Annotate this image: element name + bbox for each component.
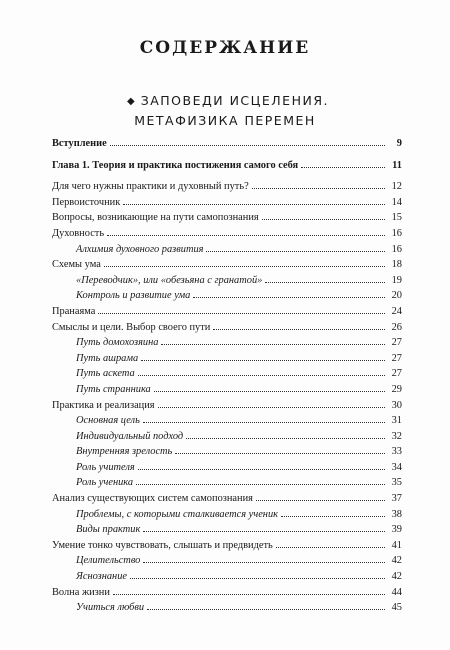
toc-entry-page-number: 27: [391, 368, 402, 380]
toc-entry-title: Путь ашрама: [76, 352, 139, 364]
toc-entry-title: Индивидуальный подход: [76, 430, 184, 442]
dot-leader: [175, 453, 385, 454]
toc-entry-page-number: 41: [391, 539, 402, 551]
dot-leader: [143, 531, 385, 532]
dot-leader: [141, 360, 385, 361]
dot-leader: [104, 266, 385, 267]
dot-leader: [301, 167, 385, 168]
toc-entry-title: Путь аскета: [76, 368, 135, 380]
toc-entry-title: Путь домохозяина: [76, 337, 159, 349]
toc-entry: [52, 587, 402, 603]
toc-entry-title: Для чего нужны практики и духовный путь?: [52, 181, 249, 193]
toc-entry-title: Духовность: [52, 227, 105, 239]
toc-entry: [52, 384, 402, 400]
toc-entry-page-number: 42: [391, 555, 402, 567]
table-of-contents: [52, 138, 402, 618]
toc-entry: [52, 524, 402, 540]
ornament-left-icon: ◆: [127, 96, 135, 107]
toc-entry: [52, 446, 402, 462]
toc-entry-title: Волна жизни: [52, 586, 110, 598]
toc-entry: [52, 259, 402, 275]
toc-entry: [52, 509, 402, 525]
toc-entry-title: Виды практик: [76, 524, 141, 536]
toc-entry: [52, 181, 402, 197]
toc-entry-page-number: 45: [391, 602, 402, 614]
book-title-line-1-text: ЗАПОВЕДИ ИСЦЕЛЕНИЯ.: [140, 93, 329, 108]
dot-leader: [256, 500, 385, 501]
dot-leader: [130, 578, 385, 579]
toc-entry-title: Вступление: [52, 138, 107, 149]
toc-entry-page-number: 31: [391, 415, 402, 427]
book-title: [0, 92, 450, 130]
toc-entry-page-number: 11: [392, 159, 402, 171]
toc-entry-title: Умение тонко чувствовать, слышать и предвидеть: [52, 539, 273, 551]
dot-leader: [265, 282, 385, 283]
toc-entry: [52, 477, 402, 493]
dot-leader: [98, 313, 385, 314]
toc-entry-page-number: 27: [391, 352, 402, 364]
toc-entry: [52, 306, 402, 322]
toc-entry: [52, 602, 402, 618]
toc-entry-title: Путь странника: [76, 383, 151, 395]
toc-entry-page-number: 9: [396, 138, 402, 149]
dot-leader: [107, 235, 385, 236]
toc-entry-title: Глава 1. Теория и практика постижения самого себя: [52, 159, 299, 171]
dot-leader: [123, 204, 385, 205]
toc-entry-title: Проблемы, с которыми сталкивается ученик: [76, 508, 279, 520]
dot-leader: [158, 407, 385, 408]
toc-entry-title: Алхимия духовного развития: [76, 243, 204, 255]
dot-leader: [213, 329, 385, 330]
toc-entry: [52, 275, 402, 291]
toc-entry-title: Учиться любви: [76, 602, 145, 614]
toc-entry-page-number: 16: [391, 243, 402, 255]
toc-entry-page-number: 26: [391, 321, 402, 333]
toc-entry-title: Анализ существующих систем самопознания: [52, 493, 253, 505]
toc-entry-page-number: 16: [391, 227, 402, 239]
toc-entry: [52, 197, 402, 213]
toc-entry: [52, 244, 402, 260]
toc-entry-page-number: 34: [391, 461, 402, 473]
toc-entry: [52, 368, 402, 384]
toc-entry-page-number: 37: [391, 493, 402, 505]
toc-entry: [52, 228, 402, 244]
toc-entry-title: Контроль и развитие ума: [76, 290, 191, 302]
toc-entry-page-number: 29: [391, 383, 402, 395]
toc-entry-page-number: 33: [391, 446, 402, 458]
toc-entry-title: Основная цель: [76, 415, 140, 427]
toc-entry: [52, 555, 402, 571]
page-title: СОДЕРЖАНИЕ: [139, 38, 311, 58]
dot-leader: [110, 145, 385, 146]
dot-leader: [154, 391, 385, 392]
toc-entry: [52, 322, 402, 338]
toc-entry: [52, 400, 402, 416]
toc-entry: [52, 415, 402, 431]
toc-entry-page-number: 12: [391, 181, 402, 193]
toc-entry-title: Целительство: [76, 555, 141, 567]
toc-entry-page-number: 35: [391, 477, 402, 489]
toc-entry-title: Схемы ума: [52, 259, 101, 271]
toc-entry-page-number: 42: [391, 571, 402, 583]
book-title-line-2: МЕТАФИЗИКА ПЕРЕМЕН: [134, 113, 316, 128]
toc-entry-page-number: 20: [391, 290, 402, 302]
toc-entry-page-number: 38: [391, 508, 402, 520]
toc-entry-title: Роль ученика: [76, 477, 134, 489]
toc-entry-page-number: 14: [391, 196, 402, 208]
toc-entry-page-number: 18: [391, 259, 402, 271]
dot-leader: [138, 375, 385, 376]
toc-entry-title: Первоисточник: [52, 196, 121, 208]
toc-entry: [52, 493, 402, 509]
dot-leader: [136, 484, 385, 485]
toc-entry: [52, 160, 402, 176]
dot-leader: [186, 438, 385, 439]
toc-entry: [52, 212, 402, 228]
toc-entry-page-number: 30: [391, 399, 402, 411]
toc-entry: [52, 337, 402, 353]
dot-leader: [138, 469, 385, 470]
dot-leader: [281, 516, 385, 517]
book-title-line-1: [0, 92, 450, 112]
toc-entry-page-number: 15: [391, 212, 402, 224]
toc-entry-title: Яснознание: [76, 571, 128, 583]
toc-entry-page-number: 27: [391, 337, 402, 349]
toc-entry-title: Вопросы, возникающие на пути самопознания: [52, 212, 259, 224]
toc-entry-page-number: 39: [391, 524, 402, 536]
toc-entry-title: Роль учителя: [76, 461, 135, 473]
toc-entry-page-number: 19: [391, 274, 402, 286]
dot-leader: [143, 562, 385, 563]
toc-entry-page-number: 44: [391, 586, 402, 598]
dot-leader: [276, 547, 385, 548]
toc-entry: [52, 431, 402, 447]
dot-leader: [161, 344, 385, 345]
toc-entry-title: Практика и реализация: [52, 399, 155, 411]
toc-entry-page-number: 24: [391, 305, 402, 317]
toc-entry: [52, 462, 402, 478]
toc-entry: [52, 571, 402, 587]
toc-entry: [52, 290, 402, 306]
dot-leader: [262, 219, 385, 220]
dot-leader: [147, 609, 385, 610]
dot-leader: [193, 297, 385, 298]
toc-entry: [52, 353, 402, 369]
toc-entry-title: Внутренняя зрелость: [76, 446, 173, 458]
dot-leader: [143, 422, 385, 423]
toc-entry-title: Пранаяма: [52, 305, 96, 317]
toc-entry-title: Смыслы и цели. Выбор своего пути: [52, 321, 211, 333]
dot-leader: [206, 251, 385, 252]
dot-leader: [252, 188, 385, 189]
toc-entry-title: «Переводчик», или «обезьяна с гранатой»: [76, 274, 263, 286]
toc-entry: [52, 540, 402, 556]
toc-entry-page-number: 32: [391, 430, 402, 442]
toc-entry: [52, 138, 402, 154]
dot-leader: [113, 594, 385, 595]
